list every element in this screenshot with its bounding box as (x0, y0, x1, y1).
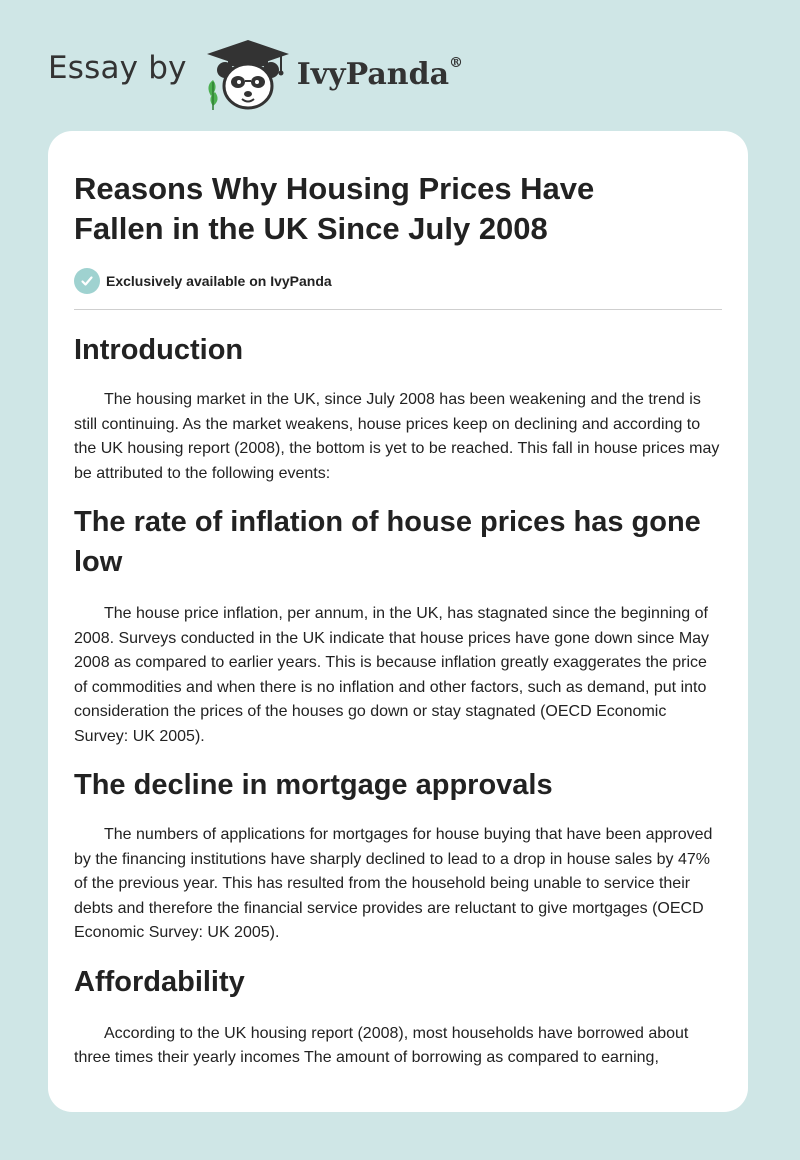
section-title-affordability: Affordability (74, 965, 245, 998)
page-title: Reasons Why Housing Prices Have Fallen in the UK Since July 2008 (74, 171, 595, 246)
section-body-inflation: The house price inflation, per annum, in the UK, has stagnated since the beginning of 2008. Surveys conducted in the UK indicate that house prices have gone down since May 2008 as compared to earlier years. This is because inflation greatly exaggerates the price of commodities and when there is no inflation and other factors, such as demand, put into consideration the prices of the houses go down or stay stagnated (OECD Economic Survey: UK 2005). (74, 605, 710, 745)
section-title-introduction: Introduction (74, 334, 244, 366)
brand-name: IvyPanda® (296, 54, 464, 92)
brand-prefix: Essay by (48, 50, 187, 86)
check-circle-icon (74, 268, 100, 294)
section-title-mortgage: The decline in mortgage approvals (74, 769, 553, 801)
section-body-affordability: According to the UK housing report (2008), most households have borrowed about three times their yearly incomes The amount of borrowing as compared to earning, (74, 1024, 689, 1066)
divider (74, 309, 722, 310)
badge-text: Exclusively available on IvyPanda (106, 273, 332, 289)
brand-header[interactable] (48, 32, 463, 112)
section-body-mortgage: The numbers of applications for mortgages for house buying that have been approved by the financing institutions have sharply declined to lead to a drop in house sales by 47% of the previous year. This has resulted from the household being unable to service their debts and therefore the financial service provides are reluctant to give mortgages (OECD Economic Survey: UK 2005). (74, 826, 713, 941)
section-title-inflation: The rate of inflation of house prices has gone low (74, 506, 701, 578)
section-body-introduction: The housing market in the UK, since July 2008 has been weakening and the trend is still continuing. As the market weakens, house prices keep on declining and according to the UK housing report (2008), the bottom is yet to be reached. This fall in house prices may be attributed to the following events: (74, 391, 720, 482)
essay-card (48, 131, 748, 1112)
exclusive-badge (74, 267, 722, 295)
panda-graduate-icon (201, 36, 295, 112)
